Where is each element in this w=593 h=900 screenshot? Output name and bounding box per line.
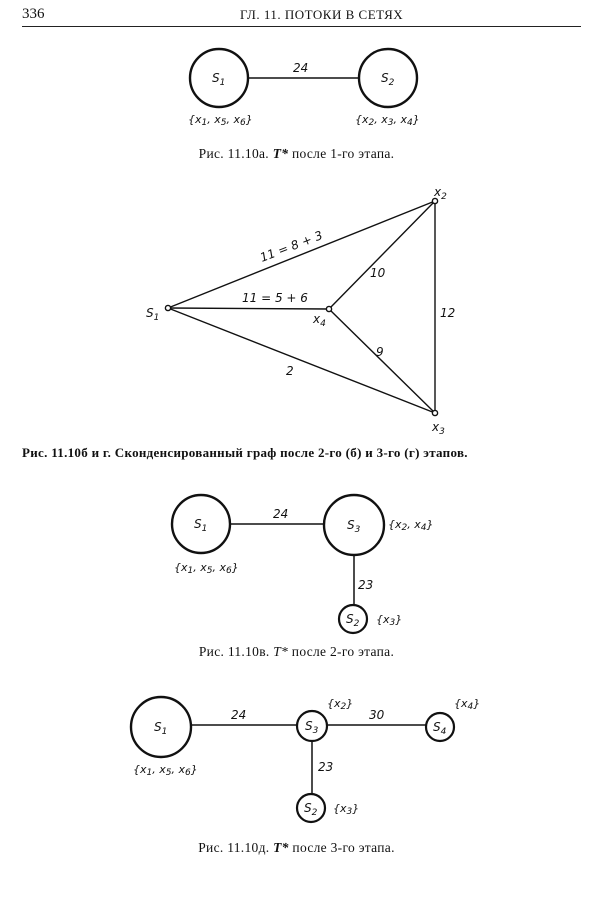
set-s2: {x3} (333, 802, 360, 817)
caption-symbol: T* (273, 644, 289, 659)
edge-s1-x4 (168, 308, 329, 309)
set-s3: {x2, x4} (388, 518, 434, 533)
vertex-x4-label: $x_4$ (313, 312, 326, 329)
edge-x4-x3-label: 9 (376, 345, 384, 359)
caption-symbol: T* (273, 840, 289, 855)
caption-fig-d (0, 840, 593, 856)
node-s1-label: $S_1$ (212, 71, 226, 88)
figure-11-10b-text (146, 185, 455, 437)
caption-rest: после 3-го этапа. (292, 840, 395, 855)
caption-prefix: Рис. 11.10а. (198, 146, 269, 161)
edge-s3-s2-label: 23 (358, 578, 374, 592)
caption-fig-a (0, 146, 593, 162)
edge-x4-x2-label: 10 (370, 266, 386, 280)
vertex-x2 (432, 198, 437, 203)
set-s4: {x4} (454, 697, 481, 712)
caption-fig-b: Рис. 11.10б и г. Сконденсированный граф после 2-го (б) и 3-го (г) этапов. (22, 445, 468, 460)
page-number: 336 (22, 6, 45, 22)
figure-11-10d (131, 697, 454, 822)
edge-s1-x3-label: 2 (286, 364, 294, 378)
caption-prefix: Рис. 11.10д. (198, 840, 270, 855)
edge-s3-s2-label: 23 (318, 760, 334, 774)
set-s1: {x1, x5, x6} (174, 561, 239, 576)
edge-s1-x4-label: 11 = 5 + 6 (242, 291, 308, 305)
figure-11-10b (165, 198, 437, 415)
vertex-x3 (432, 410, 437, 415)
edge-x2-x3-label: 12 (440, 306, 456, 320)
node-s3-label: $S_3$ (305, 719, 319, 736)
set-s2: {x2, x3, x4} (355, 113, 420, 128)
vertex-x2-label: $x_2$ (434, 185, 447, 202)
edge-s3-s4-label: 30 (369, 708, 385, 722)
node-s4-label: $S_4$ (433, 720, 447, 737)
running-head: ГЛ. 11. ПОТОКИ В СЕТЯХ (240, 7, 404, 22)
caption-symbol: T* (272, 146, 289, 161)
edge-x4-x2 (329, 201, 435, 309)
caption-prefix: Рис. 11.10в. (198, 644, 270, 659)
vertex-x3-label: $x_3$ (432, 420, 445, 437)
node-s2-label: $S_2$ (381, 71, 395, 88)
edge-s1-s2-label: 24 (293, 61, 309, 75)
caption-rest: после 2-го этапа. (291, 644, 395, 659)
vertex-s1-label: $S_1$ (146, 306, 160, 323)
edge-s1-x2-label: 11 = 8 + 3 (258, 228, 325, 265)
set-s2: {x3} (376, 613, 403, 628)
set-s1: {x1, x5, x6} (133, 763, 198, 778)
node-s1-label: $S_1$ (154, 720, 168, 737)
vertex-s1 (165, 305, 170, 310)
node-s2-label: $S_2$ (304, 801, 318, 818)
caption-fig-v (0, 644, 593, 660)
node-s1-label: $S_1$ (194, 517, 208, 534)
node-s2-label: $S_2$ (346, 612, 360, 629)
set-s3: {x2} (327, 697, 354, 712)
set-s1: {x1, x5, x6} (188, 113, 253, 128)
caption-rest: после 1-го этапа. (291, 146, 395, 161)
edge-s1-s3-label: 24 (231, 708, 247, 722)
edge-s1-s3-label: 24 (273, 507, 289, 521)
edge-x4-x3 (329, 309, 435, 413)
vertex-x4 (326, 306, 331, 311)
edge-s1-x3 (168, 308, 435, 413)
node-s3-label: $S_3$ (347, 518, 361, 535)
